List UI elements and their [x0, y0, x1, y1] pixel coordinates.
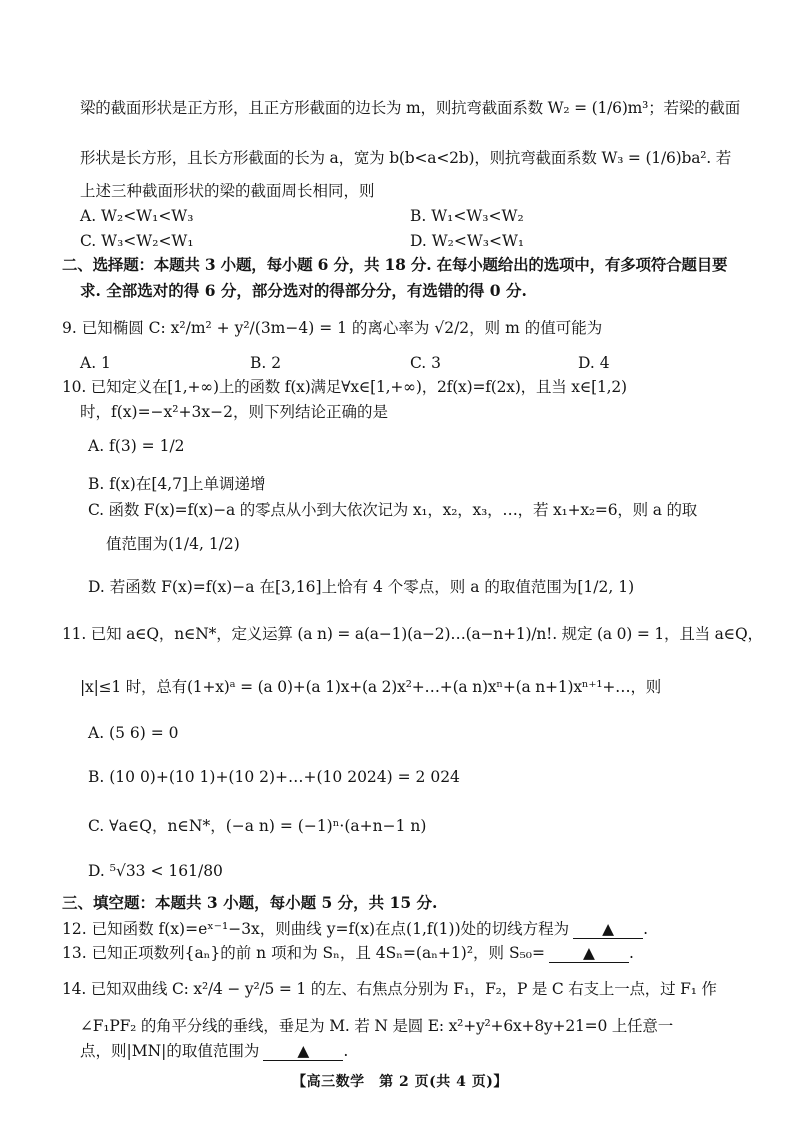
q8-option-c: C. W₃<W₂<W₁ [80, 232, 194, 250]
q11-option-c: C. ∀a∈Q，n∈N*，(−a n) = (−1)ⁿ·(a+n−1 n) [88, 817, 427, 835]
section2-heading-line1: 二、选择题：本题共 3 小题，每小题 6 分，共 18 分. 在每小题给出的选项中，有多项符合题目要 [62, 255, 728, 274]
q13-end: . [629, 944, 634, 962]
q11-stem-line2: |x|≤1 时，总有(1+x)ᵃ = (a 0)+(a 1)x+(a 2)x²+…+(a n)xⁿ+(a n+1)xⁿ⁺¹+…，则 [80, 678, 662, 696]
q11-stem-line1: 11. 已知 a∈Q，n∈N*，定义运算 (a n) = a(a−1)(a−2)…(a−n+1)/n!. 规定 (a 0) = 1，且当 a∈Q， [62, 625, 763, 643]
q8-option-a: A. W₂<W₁<W₃ [80, 207, 194, 225]
q10-option-a: A. f(3) = 1/2 [88, 437, 185, 455]
q11-option-a: A. (5 6) = 0 [88, 724, 179, 742]
q10-stem-line2: 时，f(x)=−x²+3x−2，则下列结论正确的是 [80, 403, 388, 421]
q14-end: . [343, 1042, 349, 1060]
q9-option-a: A. 1 [80, 354, 111, 372]
q12-text: 12. 已知函数 f(x)=eˣ⁻¹−3x，则曲线 y=f(x)在点(1,f(1))处的切线方程为 [62, 920, 570, 938]
q8-option-d: D. W₂<W₃<W₁ [410, 232, 525, 250]
q9-stem: 9. 已知椭圆 C: x²/m² + y²/(3m−4) = 1 的离心率为 √2/2，则 m 的值可能为 [62, 319, 603, 337]
page-footer: 【高三数学 第 2 页(共 4 页)】 [292, 1074, 508, 1090]
q8-continuation-line1: 梁的截面形状是正方形，且正方形截面的边长为 m，则抗弯截面系数 W₂ = (1/6)m³；若梁的截面 [80, 99, 740, 117]
section2-heading-line2: 求. 全部选对的得 6 分，部分选对的得部分分，有选错的得 0 分. [80, 281, 527, 300]
q8-continuation-line3: 上述三种截面形状的梁的截面周长相同，则 [80, 182, 375, 200]
q11-option-b: B. (10 0)+(10 1)+(10 2)+…+(10 2024) = 2 024 [88, 768, 460, 786]
q10-option-d: D. 若函数 F(x)=f(x)−a 在[3,16]上恰有 4 个零点，则 a 的取值范围为[1/2, 1) [88, 578, 635, 596]
q10-option-c-line1: C. 函数 F(x)=f(x)−a 的零点从小到大依次记为 x₁，x₂，x₃，…，若 x₁+x₂=6，则 a 的取 [88, 501, 698, 519]
q14-text: 点，则|MN|的取值范围为 [80, 1042, 260, 1060]
q9-option-b: B. 2 [250, 354, 282, 372]
section3-heading: 三、填空题：本题共 3 小题，每小题 5 分，共 15 分. [62, 893, 438, 912]
q13-answer-blank: ▲ [549, 944, 629, 963]
q14-stem-line2: ∠F₁PF₂ 的角平分线的垂线，垂足为 M. 若 N 是圆 E: x²+y²+6x+8y+21=0 上任意一 [80, 1017, 674, 1035]
q10-stem-line1: 10. 已知定义在[1,+∞)上的函数 f(x)满足∀x∈[1,+∞)，2f(x)=f(2x)，且当 x∈[1,2) [62, 378, 627, 396]
q9-option-d: D. 4 [578, 354, 610, 372]
q14-line3 [80, 1040, 348, 1062]
q9-option-c: C. 3 [410, 354, 442, 372]
q12-answer-blank: ▲ [573, 920, 643, 939]
q11-option-d: D. ⁵√33 < 161/80 [88, 862, 223, 880]
q8-option-b: B. W₁<W₃<W₂ [410, 207, 524, 225]
q10-option-c-line2: 值范围为(1/4, 1/2) [106, 535, 240, 553]
q12-line [62, 918, 648, 940]
q13-text: 13. 已知正项数列{aₙ}的前 n 项和为 Sₙ，且 4Sₙ=(aₙ+1)²，则 S₅₀= [62, 944, 545, 962]
q12-end: . [643, 920, 649, 938]
q14-stem-line1: 14. 已知双曲线 C: x²/4 − y²/5 = 1 的左、右焦点分别为 F₁，F₂，P 是 C 右支上一点，过 F₁ 作 [62, 980, 717, 998]
q10-option-b: B. f(x)在[4,7]上单调递增 [88, 475, 266, 493]
q8-continuation-line2: 形状是长方形，且长方形截面的长为 a，宽为 b(b<a<2b)，则抗弯截面系数 W₃ = (1/6)ba². 若 [80, 149, 732, 167]
q14-answer-blank: ▲ [263, 1042, 343, 1061]
q13-line [62, 942, 634, 964]
